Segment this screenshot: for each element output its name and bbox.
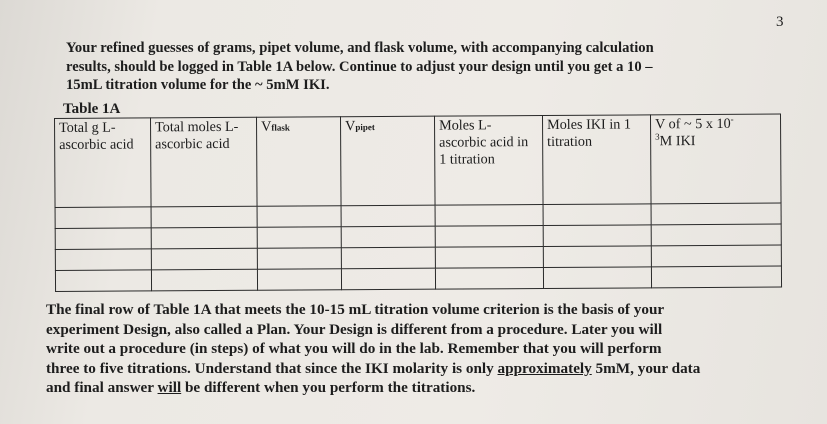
table-cell[interactable] — [651, 266, 781, 288]
table-cell[interactable] — [341, 268, 435, 290]
table-1a — [54, 114, 782, 292]
emphasis-approximately: approximately — [497, 359, 592, 377]
table-container — [54, 114, 781, 294]
table-cell[interactable] — [55, 207, 151, 229]
outro-line: three to five titrations. Understand that since the IKI molarity is only approximately 5mM, your data — [46, 359, 701, 377]
table-cell[interactable] — [543, 204, 651, 226]
header-moles-iki: Moles IKI in 1 titration — [542, 115, 651, 205]
table-cell[interactable] — [257, 269, 341, 291]
table-cell[interactable] — [543, 225, 651, 247]
intro-line: results, should be logged in Table 1A below. Continue to adjust your design until you get a 10 – — [66, 58, 653, 75]
outro-line: write out a procedure (in steps) of what you will do in the lab. Remember that you will perform — [46, 340, 662, 357]
table-caption: Table 1A — [63, 101, 121, 117]
outro-paragraph — [46, 300, 816, 398]
table-header-row — [55, 114, 782, 207]
table-cell[interactable] — [341, 226, 435, 248]
table-row — [55, 266, 781, 291]
table-cell[interactable] — [55, 270, 151, 292]
table-cell[interactable] — [151, 227, 257, 249]
outro-line: and final answer will be different when you perform the titrations. — [46, 379, 476, 396]
table-cell[interactable] — [341, 205, 435, 227]
table-cell[interactable] — [257, 227, 341, 249]
table-cell[interactable] — [257, 206, 341, 228]
intro-line: Your refined guesses of grams, pipet volume, and flask volume, with accompanying calculation — [66, 40, 654, 56]
table-cell[interactable] — [435, 268, 543, 290]
table-cell[interactable] — [651, 224, 781, 246]
outro-line: experiment Design, also called a Plan. Your Design is different from a procedure. Later you will — [46, 320, 663, 338]
header-moles-per-titration: Moles L-ascorbic acid in 1 titration — [434, 116, 543, 206]
table-cell[interactable] — [543, 267, 651, 289]
header-total-g: Total g L-ascorbic acid — [55, 118, 152, 208]
table-cell[interactable] — [651, 203, 781, 225]
intro-line: 15mL titration volume for the ~ 5mM IKI. — [66, 77, 330, 93]
table-cell[interactable] — [55, 228, 151, 250]
table-cell[interactable] — [341, 247, 435, 269]
table-cell[interactable] — [543, 246, 651, 268]
table-cell[interactable] — [435, 205, 543, 227]
table-cell[interactable] — [257, 248, 341, 270]
table-cell[interactable] — [435, 226, 543, 248]
table-cell[interactable] — [435, 247, 543, 269]
header-v-iki: V of ~ 5 x 10- $^3$M IKI — [650, 114, 781, 204]
table-cell[interactable] — [151, 248, 257, 270]
page-number: 3 — [776, 14, 784, 30]
table-cell[interactable] — [151, 269, 257, 291]
header-total-moles: Total moles L-ascorbic acid — [151, 117, 258, 207]
table-cell[interactable] — [151, 206, 257, 228]
table-cell[interactable] — [651, 245, 781, 267]
intro-paragraph — [66, 39, 766, 95]
outro-line: The final row of Table 1A that meets the 10-15 mL titration volume criterion is the basis of your — [46, 301, 665, 318]
header-v-pipet: Vpipet — [340, 116, 435, 206]
header-v-flask: Vflask — [256, 117, 341, 207]
emphasis-will: will — [157, 379, 182, 396]
table-cell[interactable] — [55, 249, 151, 271]
